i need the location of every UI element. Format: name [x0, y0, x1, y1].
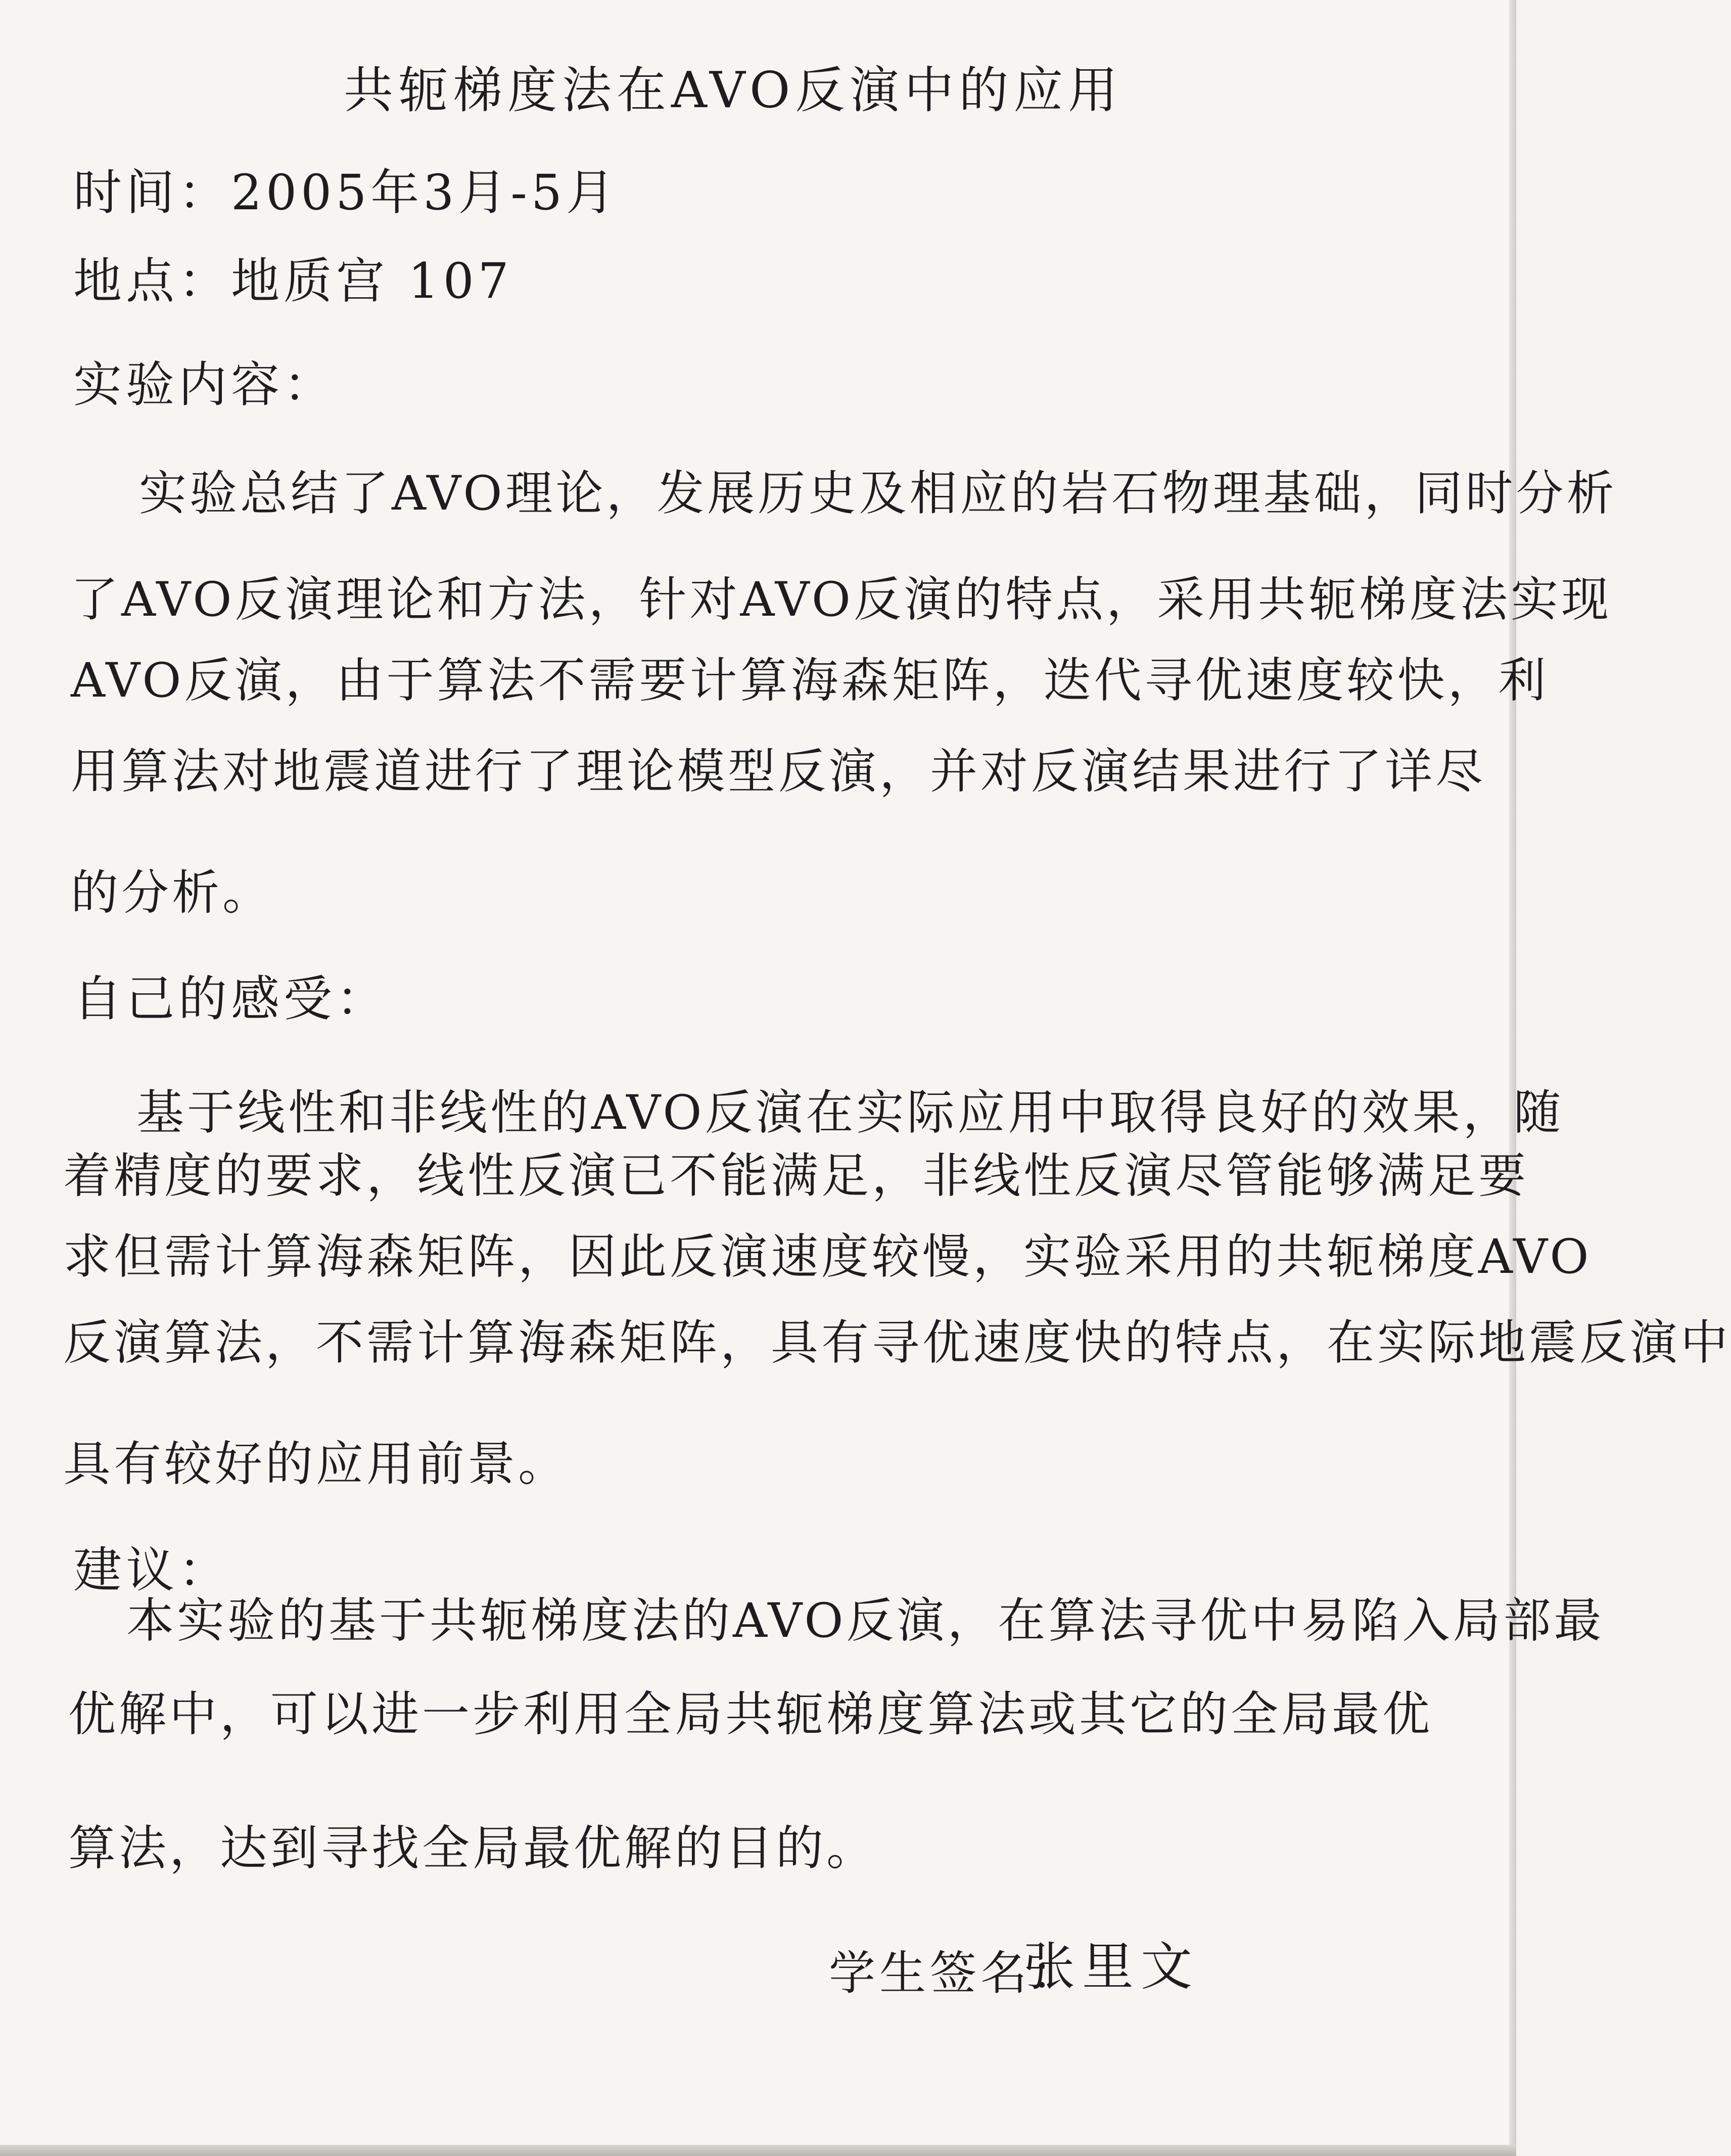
suggestion-line: 本实验的基于共轭梯度法的AVO反演，在算法寻优中易陷入局部最 — [126, 1593, 1605, 1648]
experiment-content-line: 用算法对地震道进行了理论模型反演，并对反演结果进行了详尽 — [71, 744, 1486, 799]
student-signature-name: 张里文 — [1023, 1937, 1199, 1997]
document-title: 共轭梯度法在AVO反演中的应用 — [344, 62, 1123, 119]
time-line: 时间：2005年3月-5月 — [73, 164, 619, 221]
suggestion-line: 算法，达到寻找全局最优解的目的。 — [68, 1821, 877, 1876]
paper-bottom-edge — [0, 2145, 1516, 2156]
personal-feeling-line: 着精度的要求，线性反演已不能满足，非线性反演尽管能够满足要 — [63, 1149, 1529, 1204]
suggestion-heading: 建议： — [73, 1542, 231, 1598]
personal-feeling-line: 具有较好的应用前景。 — [63, 1437, 569, 1492]
experiment-content-line: AVO反演，由于算法不需要计算海森矩阵，迭代寻优速度较快，利 — [71, 653, 1549, 708]
experiment-content-heading: 实验内容： — [73, 356, 336, 413]
personal-feeling-line: 基于线性和非线性的AVO反演在实际应用中取得良好的效果，随 — [136, 1085, 1564, 1140]
student-signature-label: 学生签名： — [829, 1946, 1082, 2000]
experiment-content-line: 的分析。 — [71, 865, 273, 921]
personal-feeling-line: 反演算法，不需计算海森矩阵，具有寻优速度快的特点，在实际地震反演中 — [63, 1315, 1731, 1370]
place-line: 地点：地质宫 107 — [73, 253, 513, 309]
suggestion-line: 优解中，可以进一步利用全局共轭梯度算法或其它的全局最优 — [68, 1687, 1433, 1742]
experiment-content-line: 了AVO反演理论和方法，针对AVO反演的特点，采用共轭梯度法实现 — [71, 572, 1612, 627]
experiment-content-line: 实验总结了AVO理论，发展历史及相应的岩石物理基础，同时分析 — [139, 466, 1617, 521]
personal-feeling-heading: 自己的感受： — [73, 971, 389, 1027]
personal-feeling-line: 求但需计算海森矩阵，因此反演速度较慢，实验采用的共轭梯度AVO — [63, 1229, 1592, 1285]
